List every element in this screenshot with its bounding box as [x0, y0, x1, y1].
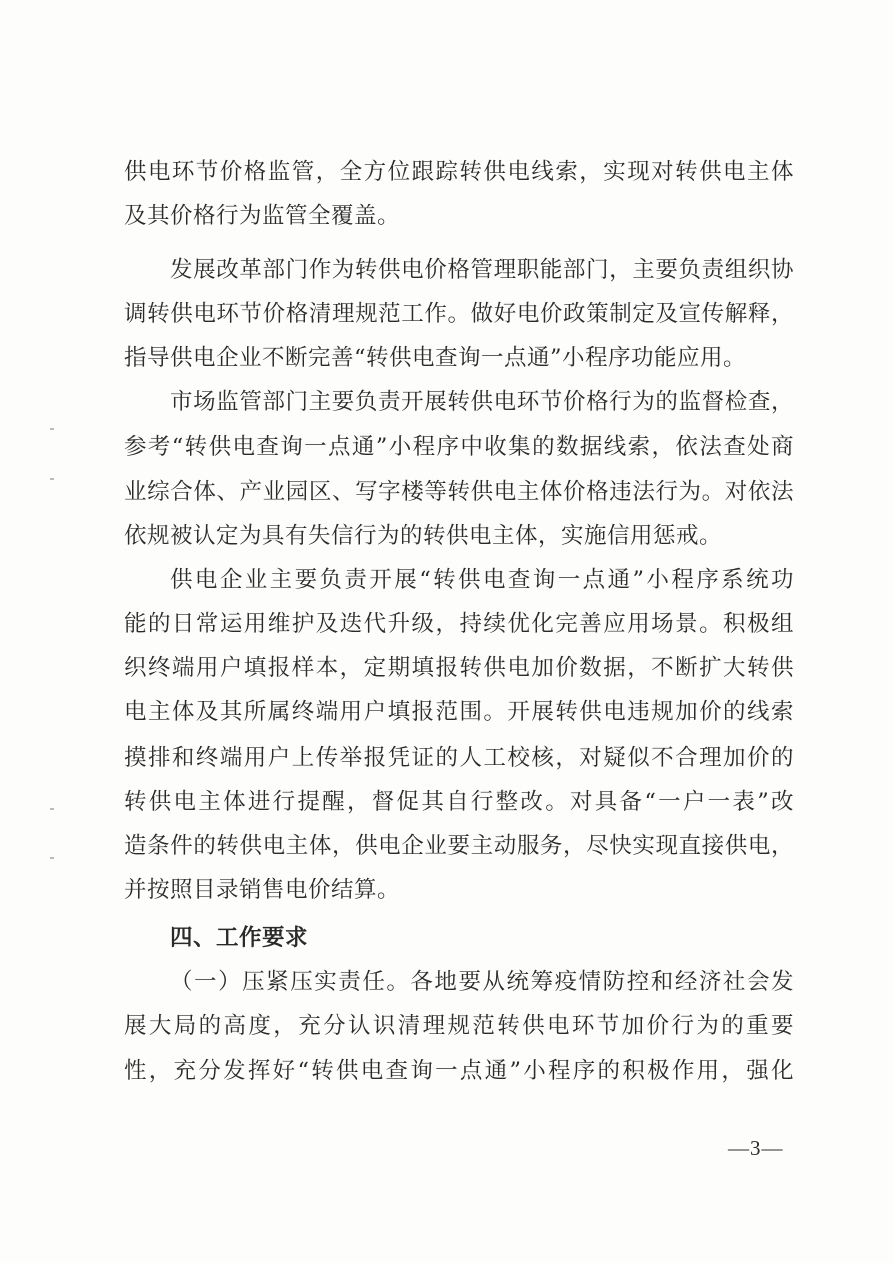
body-line: 织终端用户填报样本，定期填报转供电加价数据，不断扩大转供	[124, 655, 794, 681]
body-line: 供电环节价格监管，全方位跟踪转供电线索，实现对转供电主体	[124, 159, 794, 185]
binding-mark	[50, 857, 54, 859]
body-line: 市场监管部门主要负责开展转供电环节价格行为的监督检查，	[170, 389, 794, 415]
binding-mark	[50, 478, 54, 480]
body-line: 及其价格行为监管全覆盖。	[124, 203, 401, 229]
body-line: 造条件的转供电主体，供电企业要主动服务，尽快实现直接供电，	[124, 833, 794, 859]
body-line: 性，充分发挥好“转供电查询一点通”小程序的积极作用，强化	[124, 1058, 794, 1084]
body-line: 转供电主体进行提醒，督促其自行整改。对具备“一户一表”改	[124, 789, 794, 815]
body-line: 展大局的高度，充分认识清理规范转供电环节加价行为的重要	[124, 1013, 794, 1039]
page-number: —3—	[728, 1136, 784, 1160]
body-line: 指导供电企业不断完善“转供电查询一点通”小程序功能应用。	[124, 345, 747, 371]
body-line: 并按照目录销售电价结算。	[124, 877, 401, 903]
binding-mark	[50, 808, 54, 810]
body-line: 依规被认定为具有失信行为的转供电主体，实施信用惩戒。	[124, 523, 723, 549]
body-line: 发展改革部门作为转供电价格管理职能部门，主要负责组织协	[170, 257, 794, 283]
section-heading: 四、工作要求	[170, 925, 309, 951]
body-line: （一）压紧压实责任。各地要从统筹疫情防控和经济社会发	[170, 969, 794, 995]
body-line: 能的日常运用维护及迭代升级，持续优化完善应用场景。积极组	[124, 611, 794, 637]
body-line: 业综合体、产业园区、写字楼等转供电主体价格违法行为。对依法	[124, 479, 794, 505]
binding-mark	[50, 428, 54, 430]
body-line: 电主体及其所属终端用户填报范围。开展转供电违规加价的线索	[124, 699, 794, 725]
body-line: 参考“转供电查询一点通”小程序中收集的数据线索，依法查处商	[124, 434, 794, 460]
body-line: 调转供电环节价格清理规范工作。做好电价政策制定及宣传解释，	[124, 301, 794, 327]
body-line: 摸排和终端用户上传举报凭证的人工校核，对疑似不合理加价的	[124, 745, 794, 771]
body-line: 供电企业主要负责开展“转供电查询一点通”小程序系统功	[170, 567, 794, 593]
